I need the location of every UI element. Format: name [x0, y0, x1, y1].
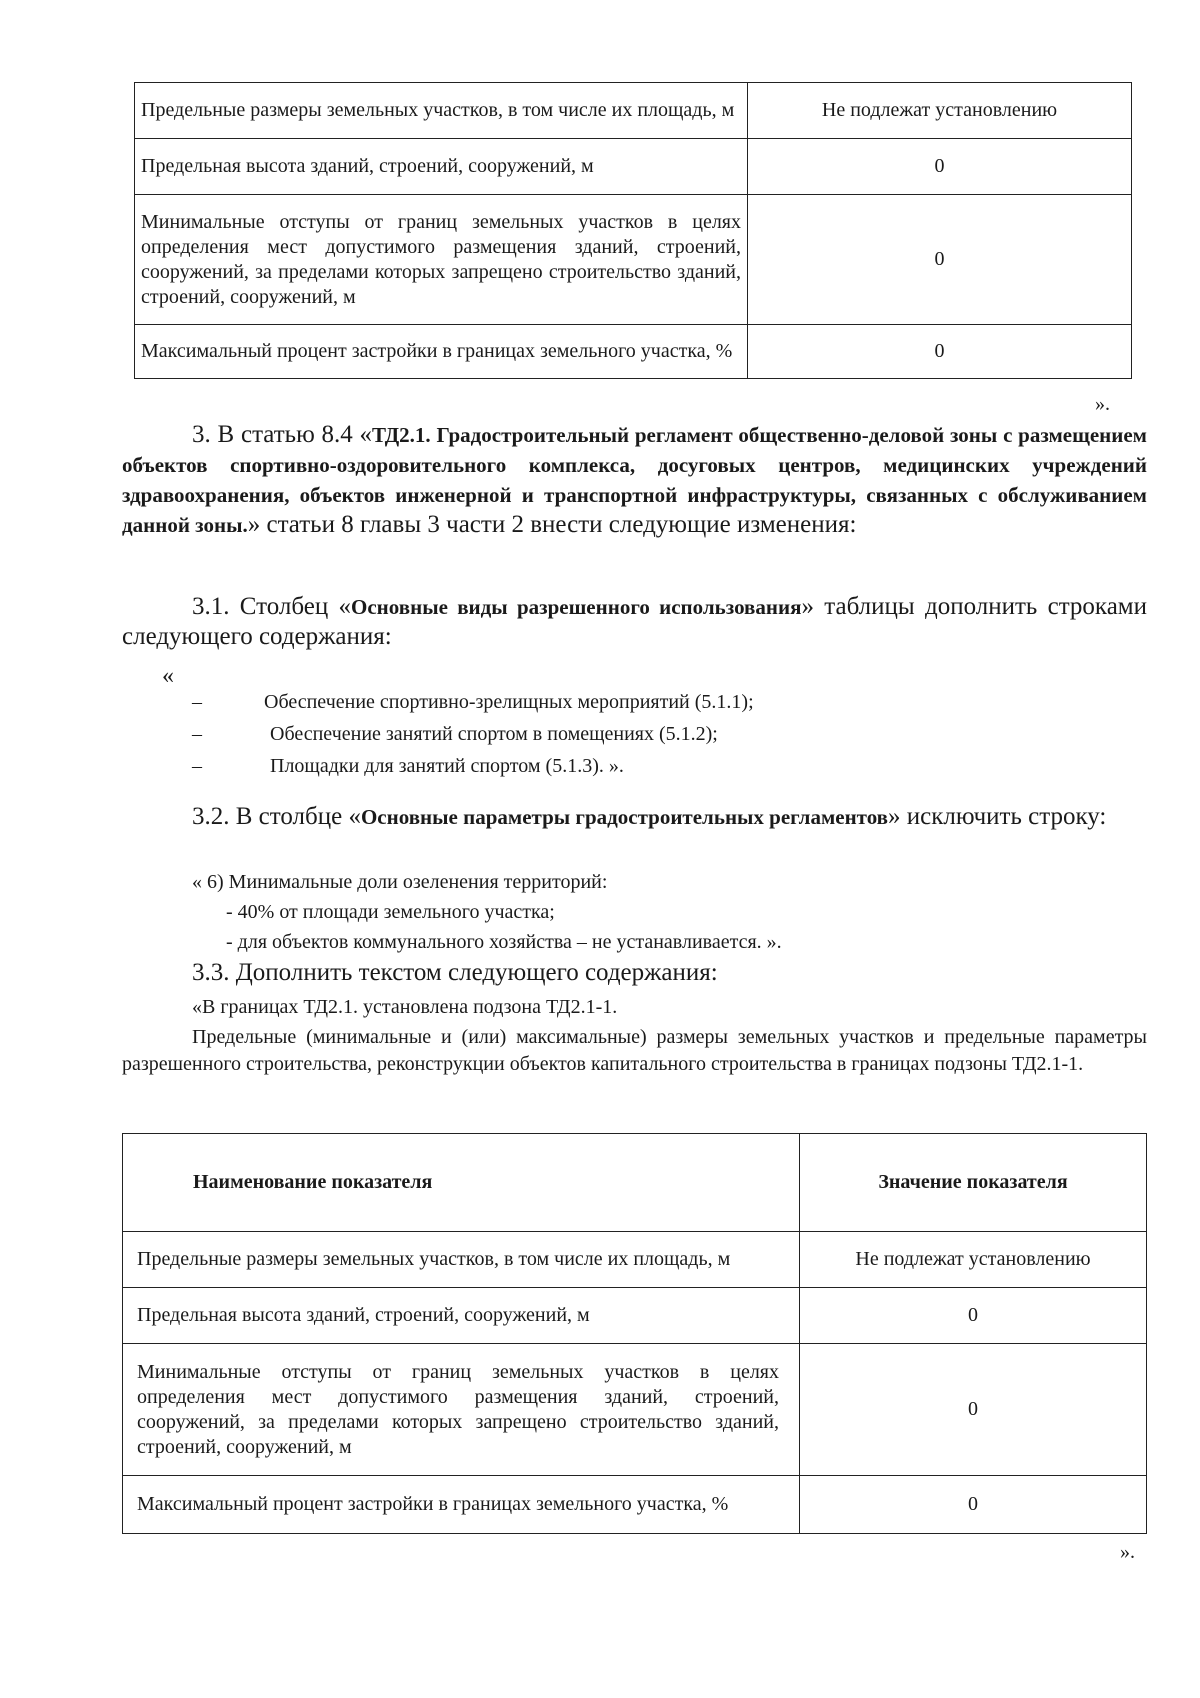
section-3-3-paragraph: Предельные (минимальные и (или) максимальные) размеры земельных участков и предельные параметры разрешенного строительства, реконструкции объектов капитального строительства в границах подзоны ТД2.1-1. — [122, 1026, 1147, 1075]
row-label: Предельные размеры земельных участков, в том числе их площадь, м — [135, 83, 748, 139]
list-text: Площадки для занятий спортом (5.1.3). ». — [270, 755, 624, 777]
table-2 — [122, 1133, 1147, 1534]
open-quote: « — [162, 663, 174, 689]
row-value: 0 — [800, 1476, 1147, 1534]
list-item — [192, 754, 624, 779]
row-value: 0 — [800, 1344, 1147, 1476]
table-row — [135, 139, 1132, 195]
table-row — [135, 325, 1132, 379]
table-1 — [134, 82, 1132, 379]
table-header-row — [123, 1134, 1147, 1232]
list-dash: – — [192, 755, 202, 777]
row-value: 0 — [748, 195, 1132, 325]
section-3-2-start: 3.2. В столбце « — [192, 803, 361, 830]
section-3-3-heading: 3.3. Дополнить текстом следующего содержания: — [192, 959, 718, 986]
row-value: Не подлежат установлению — [800, 1232, 1147, 1288]
list-item — [192, 722, 718, 747]
section-3-start: 3. В статью 8.4 « — [192, 421, 373, 448]
row-label: Максимальный процент застройки в границах земельного участка, % — [135, 325, 748, 379]
section-3-2-line-2: - 40% от площади земельного участка; — [226, 901, 555, 923]
closing-quote: ». — [1120, 1541, 1135, 1563]
row-value: 0 — [800, 1288, 1147, 1344]
row-label: Минимальные отступы от границ земельных участков в целях определения мест допустимого размещения зданий, строений, сооружений, за пределами которых запрещено строительство зданий, строений, сооружений, м — [135, 195, 748, 325]
section-3-1-bold: Основные виды разрешенного использования — [351, 595, 802, 619]
row-value: 0 — [748, 325, 1132, 379]
table-row — [135, 195, 1132, 325]
list-text: Обеспечение спортивно-зрелищных мероприятий (5.1.1); — [264, 691, 754, 713]
section-3-paragraph — [122, 420, 1147, 540]
section-3-1-end: » таблицы дополнить строками следующего содержания: — [122, 593, 1147, 650]
section-3-2-line-3: - для объектов коммунального хозяйства – не устанавливается. ». — [226, 931, 782, 953]
header-value: Значение показателя — [800, 1134, 1147, 1232]
section-3-2-line-1: « 6) Минимальные доли озеленения территорий: — [192, 871, 608, 893]
section-3-3-line-1: «В границах ТД2.1. установлена подзона ТД2.1-1. — [192, 996, 618, 1018]
row-label: Предельная высота зданий, строений, сооружений, м — [123, 1288, 800, 1344]
table-row — [123, 1344, 1147, 1476]
row-label: Минимальные отступы от границ земельных участков в целях определения мест допустимого размещения зданий, строений, сооружений, за пределами которых запрещено строительство зданий, строений, сооружений, м — [123, 1344, 800, 1476]
list-dash: – — [192, 723, 202, 745]
row-value: 0 — [748, 139, 1132, 195]
closing-quote: ». — [1095, 393, 1110, 415]
row-label: Максимальный процент застройки в границах земельного участка, % — [123, 1476, 800, 1534]
table-row — [123, 1232, 1147, 1288]
row-label: Предельная высота зданий, строений, сооружений, м — [135, 139, 748, 195]
section-3-2-paragraph — [122, 802, 1147, 832]
table-row — [123, 1288, 1147, 1344]
row-label: Предельные размеры земельных участков, в том числе их площадь, м — [123, 1232, 800, 1288]
table-row — [135, 83, 1132, 139]
section-3-end: » статьи 8 главы 3 части 2 внести следующие изменения: — [247, 511, 857, 538]
section-3-2-bold: Основные параметры градостроительных регламентов — [360, 805, 889, 829]
section-3-1-start: 3.1. Столбец « — [192, 593, 352, 620]
row-value: Не подлежат установлению — [748, 83, 1132, 139]
table-row — [123, 1476, 1147, 1534]
section-3-2-end: » исключить строку: — [888, 803, 1107, 830]
list-item — [192, 690, 754, 715]
header-name: Наименование показателя — [123, 1134, 800, 1232]
list-text: Обеспечение занятий спортом в помещениях (5.1.2); — [270, 723, 718, 745]
section-3-1-paragraph — [122, 592, 1147, 651]
section-3-bold: ТД2.1. Градостроительный регламент общественно-деловой зоны с размещением объектов спортивно-оздоровительного комплекса, досуговых центров, медицинских учреждений здравоохранения, объектов инженерной и транспортной инфраструктуры, связанных с обслуживанием данной зоны. — [122, 423, 1147, 537]
list-dash: – — [192, 691, 202, 713]
